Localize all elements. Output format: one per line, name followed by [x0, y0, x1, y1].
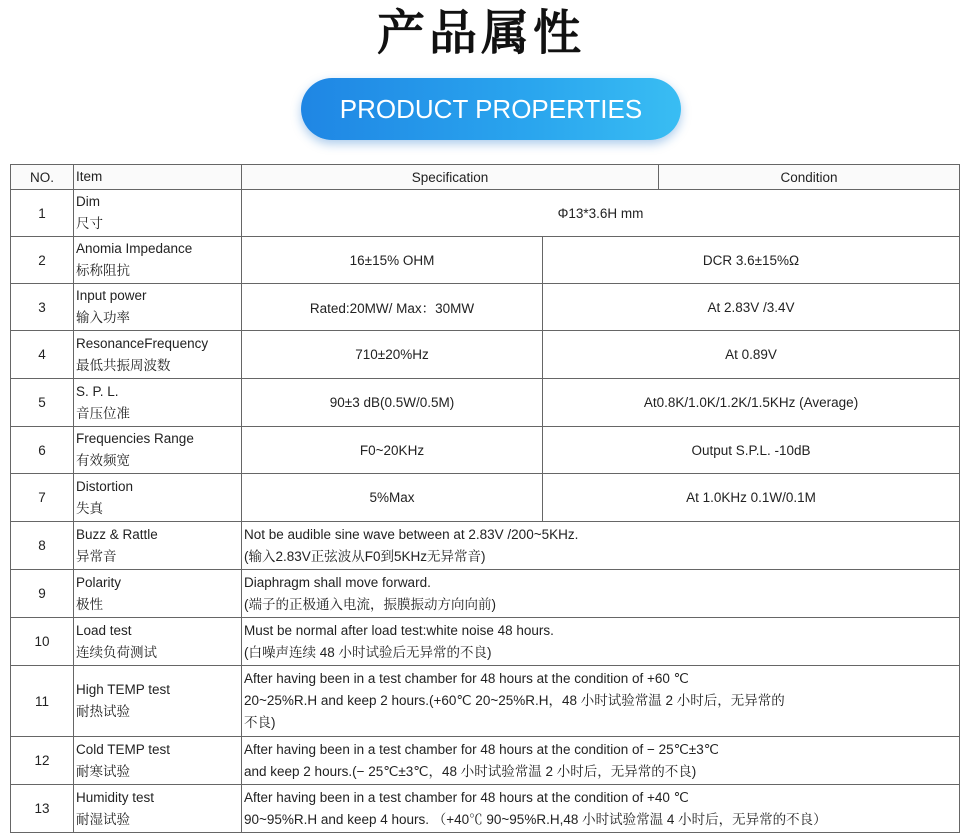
row-number: 7 — [11, 474, 74, 522]
row-number: 1 — [11, 190, 74, 237]
item-english: Polarity — [76, 574, 122, 590]
row-description — [242, 618, 960, 666]
row-specification: Rated:20MW/ Max：30MW — [242, 284, 543, 331]
description-english: Must be normal after load test:white noise 48 hours. — [244, 622, 554, 638]
description-english: After having been in a test chamber for 48 hours at the condition of − 25℃±3℃ — [244, 741, 719, 757]
row-description — [242, 570, 960, 618]
item-english: Load test — [76, 622, 132, 638]
item-english: ResonanceFrequency — [76, 335, 209, 351]
row-specification: 710±20%Hz — [242, 331, 543, 379]
row-condition: At 1.0KHz 0.1W/0.1M — [543, 474, 960, 522]
table-header-row — [11, 165, 960, 190]
description-chinese: (白噪声连续 48 小时试验后无异常的不良) — [244, 644, 492, 660]
table-row — [11, 570, 960, 618]
description-chinese: (输入2.83V正弦波从F0到5KHz无异常音) — [244, 548, 486, 564]
table-row — [11, 474, 960, 522]
table-row — [11, 522, 960, 570]
subtitle-banner: PRODUCT PROPERTIES — [301, 78, 681, 140]
table-row — [11, 618, 960, 666]
description-mixed: 20~25%R.H and keep 2 hours.(+60℃ 20~25%R.H，48 小时试验常温 2 小时后，无异常的 — [244, 693, 785, 708]
table-row — [11, 237, 960, 284]
row-description — [242, 522, 960, 570]
row-condition: DCR 3.6±15%Ω — [543, 237, 960, 284]
row-condition: At 0.89V — [543, 331, 960, 379]
row-number: 9 — [11, 570, 74, 618]
row-number: 11 — [11, 666, 74, 737]
row-item — [74, 284, 242, 331]
row-number: 8 — [11, 522, 74, 570]
row-condition: Output S.P.L. -10dB — [543, 427, 960, 474]
row-number: 10 — [11, 618, 74, 666]
row-condition: At 2.83V /3.4V — [543, 284, 960, 331]
row-condition: At0.8K/1.0K/1.2K/1.5KHz (Average) — [543, 379, 960, 427]
item-chinese: 有效频宽 — [76, 453, 130, 468]
row-number: 12 — [11, 737, 74, 785]
description-mixed: 90~95%R.H and keep 4 hours. （+40℃ 90~95%R.H,48 小时试验常温 4 小时后，无异常的不良） — [244, 811, 827, 827]
row-number: 3 — [11, 284, 74, 331]
description-english: After having been in a test chamber for 48 hours at the condition of +60 ℃ — [244, 671, 689, 686]
row-description — [242, 785, 960, 833]
item-chinese: 失真 — [76, 500, 103, 516]
item-english: Buzz & Rattle — [76, 526, 158, 542]
header-no: NO. — [11, 165, 74, 190]
row-item — [74, 666, 242, 737]
row-item — [74, 522, 242, 570]
row-description — [242, 737, 960, 785]
item-chinese: 输入功率 — [76, 310, 130, 325]
row-specification: Φ13*3.6H mm — [242, 190, 960, 237]
item-chinese: 音压位准 — [76, 405, 130, 421]
properties-table — [10, 164, 960, 833]
item-english: Dim — [76, 194, 100, 209]
description-continued: 不良) — [244, 715, 276, 730]
header-specification: Specification — [242, 165, 659, 190]
row-number: 2 — [11, 237, 74, 284]
item-chinese: 最低共振周波数 — [76, 357, 171, 373]
item-chinese: 耐寒试验 — [76, 763, 130, 779]
row-specification: 90±3 dB(0.5W/0.5M) — [242, 379, 543, 427]
row-item — [74, 785, 242, 833]
row-item — [74, 190, 242, 237]
item-chinese: 耐湿试验 — [76, 811, 130, 827]
row-specification: 16±15% OHM — [242, 237, 543, 284]
row-item — [74, 237, 242, 284]
description-english: Diaphragm shall move forward. — [244, 574, 431, 590]
row-item — [74, 570, 242, 618]
row-item — [74, 379, 242, 427]
description-english: After having been in a test chamber for 48 hours at the condition of +40 ℃ — [244, 789, 689, 805]
row-item — [74, 618, 242, 666]
row-specification: F0~20KHz — [242, 427, 543, 474]
row-item — [74, 331, 242, 379]
row-number: 5 — [11, 379, 74, 427]
table-row — [11, 284, 960, 331]
header-item: Item — [74, 165, 242, 190]
row-item — [74, 474, 242, 522]
row-number: 6 — [11, 427, 74, 474]
item-chinese: 异常音 — [76, 548, 117, 564]
table-row — [11, 190, 960, 237]
page-title: 产品属性 — [376, 5, 585, 61]
item-english: High TEMP test — [76, 682, 171, 697]
row-specification: 5%Max — [242, 474, 543, 522]
item-english: Anomia Impedance — [76, 241, 193, 256]
item-chinese: 连续负荷测试 — [76, 644, 157, 660]
item-english: S. P. L. — [76, 383, 119, 399]
description-chinese: (端子的正极通入电流，振膜振动方向向前) — [244, 596, 496, 612]
item-english: Frequencies Range — [76, 431, 194, 446]
item-chinese: 耐热试验 — [76, 704, 130, 719]
row-number: 4 — [11, 331, 74, 379]
item-chinese: 极性 — [76, 596, 103, 612]
table-row — [11, 379, 960, 427]
row-description — [242, 666, 960, 737]
item-chinese: 尺寸 — [76, 216, 103, 231]
table-row — [11, 737, 960, 785]
item-english: Input power — [76, 288, 147, 303]
description-english: Not be audible sine wave between at 2.83V /200~5KHz. — [244, 526, 579, 542]
item-chinese: 标称阻抗 — [76, 263, 130, 278]
row-number: 13 — [11, 785, 74, 833]
row-item — [74, 737, 242, 785]
item-english: Humidity test — [76, 789, 155, 805]
row-item — [74, 427, 242, 474]
table-row — [11, 785, 960, 833]
table-row — [11, 331, 960, 379]
table-row — [11, 427, 960, 474]
table-row — [11, 666, 960, 737]
item-english: Distortion — [76, 478, 134, 494]
item-english: Cold TEMP test — [76, 741, 171, 757]
description-mixed: and keep 2 hours.(− 25℃±3℃，48 小时试验常温 2 小时后，无异常的不良) — [244, 763, 697, 779]
header-condition: Condition — [659, 165, 960, 190]
